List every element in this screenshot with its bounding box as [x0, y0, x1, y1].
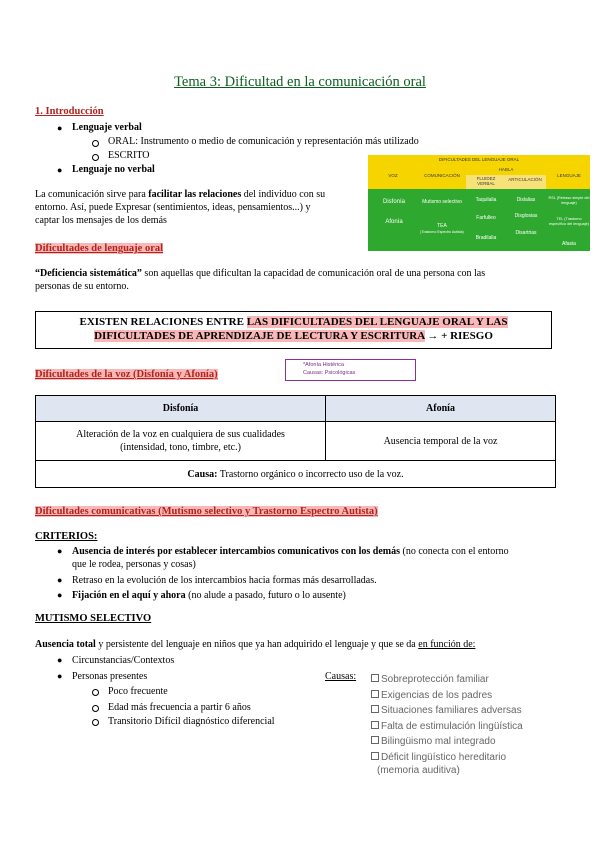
- intro-noverbal: Lenguaje no verbal: [72, 164, 155, 175]
- intro-escrito: ESCRITO: [108, 150, 150, 161]
- bullet-dot: ●: [57, 655, 63, 665]
- criterios-heading: CRITERIOS:: [35, 531, 98, 542]
- table-header-disfonia: Disfonía: [36, 396, 326, 422]
- chart-rsl: RSL (Retraso simple del lenguaje): [548, 196, 590, 205]
- checkbox-icon: [371, 705, 379, 713]
- dificultades-chart-image: [368, 155, 590, 251]
- checkbox-icon: [371, 752, 379, 760]
- chart-disfonia: Disfonía: [382, 199, 405, 205]
- bullet-dot: ●: [57, 165, 63, 175]
- deficiencia-paragraph: “Deficiencia sistemática” son aquellas que dificultan la capacidad de comunicación oral de una persona con las personas de su entorno.: [35, 268, 486, 292]
- chart-disglosias: Disglosias: [514, 213, 538, 219]
- causa-item: Bilingüismo mal integrado: [371, 734, 523, 750]
- table-causa-row: Causa: Trastorno orgánico o incorrecto uso de la voz.: [36, 461, 556, 488]
- chart-taquilalia: Taquilalia: [475, 197, 497, 203]
- chart-farfulleo: Farfulleo: [476, 215, 496, 221]
- chart-dislalias: Dislalias: [516, 197, 536, 203]
- chart-col-lenguaje: LENGUAJE: [557, 173, 581, 178]
- bullet-circle: [92, 705, 99, 712]
- mutismo-bullet-1: Circunstancias/Contextos: [72, 655, 175, 666]
- mutismo-bullet-2: Personas presentes: [72, 671, 148, 682]
- mutismo-sub-3: Transitorio Difícil diagnóstico diferencial: [108, 716, 275, 727]
- voz-table: [35, 395, 556, 488]
- chart-bradilalia: Bradilalia: [475, 235, 497, 241]
- causa-item: Exigencias de los padres: [371, 688, 523, 704]
- table-cell-afonia: Ausencia temporal de la voz: [326, 422, 556, 461]
- causa-item: Falta de estimulación lingüística: [371, 719, 523, 735]
- causa-item: Déficit lingüístico hereditario: [371, 750, 523, 766]
- chart-tea: TEA: [437, 223, 447, 229]
- bullet-dot: ●: [57, 546, 63, 556]
- chart-afonia: Afonía: [385, 219, 403, 225]
- bullet-dot: ●: [57, 590, 63, 600]
- criterio-1-cont: que le rodea, personas y cosas): [72, 559, 196, 570]
- checkbox-icon: [371, 721, 379, 729]
- chart-mutismo: Mutismo selectivo: [422, 199, 462, 205]
- chart-tel: TEL (Trastorno específico del lenguaje): [549, 217, 589, 226]
- checkbox-icon: [371, 674, 379, 682]
- intro-verbal: Lenguaje verbal: [72, 122, 142, 133]
- causa-item: Situaciones familiares adversas: [371, 703, 523, 719]
- page-title: Tema 3: Dificultad en la comunicación oral: [174, 74, 426, 90]
- mutismo-heading: MUTISMO SELECTIVO: [35, 613, 152, 624]
- bullet-circle: [92, 719, 99, 726]
- voz-heading: Dificultades de la voz (Disfonía y Afonía): [35, 369, 218, 380]
- bullet-circle: [92, 689, 99, 696]
- criterio-1: Ausencia de interés por establecer intercambios comunicativos con los demás (no conecta con el entorno: [72, 546, 509, 557]
- criterio-3: Fijación en el aquí y ahora (no alude a pasado, futuro o lo ausente): [72, 590, 346, 601]
- chart-afasia: Afasia: [562, 241, 576, 247]
- checkbox-icon: [371, 690, 379, 698]
- chart-disartrias: Disartrias: [515, 230, 537, 236]
- bullet-circle: [92, 140, 99, 147]
- chart-col-habla: HABLA: [498, 167, 514, 172]
- mutismo-sub-1: Poco frecuente: [108, 686, 168, 697]
- causas-list: [371, 672, 523, 776]
- checkbox-icon: [371, 736, 379, 744]
- relaciones-box: EXISTEN RELACIONES ENTRE LAS DIFICULTADES DEL LENGUAJE ORAL Y LAS DIFICULTADES DE APRENDIZAJE DE LECTURA Y ESCRITURA → + RIESGO: [35, 311, 552, 349]
- afonia-note: *Afonía Histérica Causas: Psicológicas: [285, 359, 416, 381]
- table-header-afonia: Afonía: [326, 396, 556, 422]
- chart-col-articulacion: ARTICULACIÓN: [508, 177, 542, 182]
- chart-header: DIFICULTADES DEL LENGUAJE ORAL: [368, 155, 590, 165]
- bullet-dot: ●: [57, 123, 63, 133]
- chart-tea-sub: (Trastorno Espectro Autista): [420, 230, 464, 234]
- lenguaje-oral-heading: Dificultades de lenguaje oral: [35, 243, 164, 254]
- chart-col-comunicacion: COMUNICACIÓN: [424, 173, 460, 178]
- intro-oral: ORAL: Instrumento o medio de comunicación y representación más utilizado: [108, 136, 419, 147]
- bullet-dot: ●: [57, 671, 63, 681]
- criterio-2: Retraso en la evolución de los intercambios hacia formas más desarrolladas.: [72, 575, 377, 586]
- causa-item-cont: (memoria auditiva): [377, 765, 460, 776]
- chart-col-fluidez: FLUIDEZ VERBAL: [476, 176, 496, 186]
- causa-item: Sobreprotección familiar: [371, 672, 523, 688]
- intro-heading: 1. Introducción: [35, 106, 104, 117]
- table-cell-disfonia: Alteración de la voz en cualquiera de sus cualidades (intensidad, tono, timbre, etc.): [36, 422, 326, 461]
- causas-label: Causas:: [325, 671, 357, 682]
- mutismo-sub-2: Edad más frecuencia a partir 6 años: [108, 702, 251, 713]
- mutismo-definition: Ausencia total y persistente del lenguaje en niños que ya han adquirido el lenguaje y que se da en función de:: [35, 639, 476, 650]
- chart-col-voz: VOZ: [388, 173, 398, 178]
- comunicativas-heading: Dificultades comunicativas (Mutismo selectivo y Trastorno Espectro Autista): [35, 506, 378, 517]
- bullet-circle: [92, 154, 99, 161]
- intro-paragraph: La comunicación sirve para facilitar las relaciones del individuo con su entorno. Así, puede Expresar (sentimientos, ideas, pensamientos...) y captar los mensajes de los demás: [35, 189, 326, 226]
- bullet-dot: ●: [57, 575, 63, 585]
